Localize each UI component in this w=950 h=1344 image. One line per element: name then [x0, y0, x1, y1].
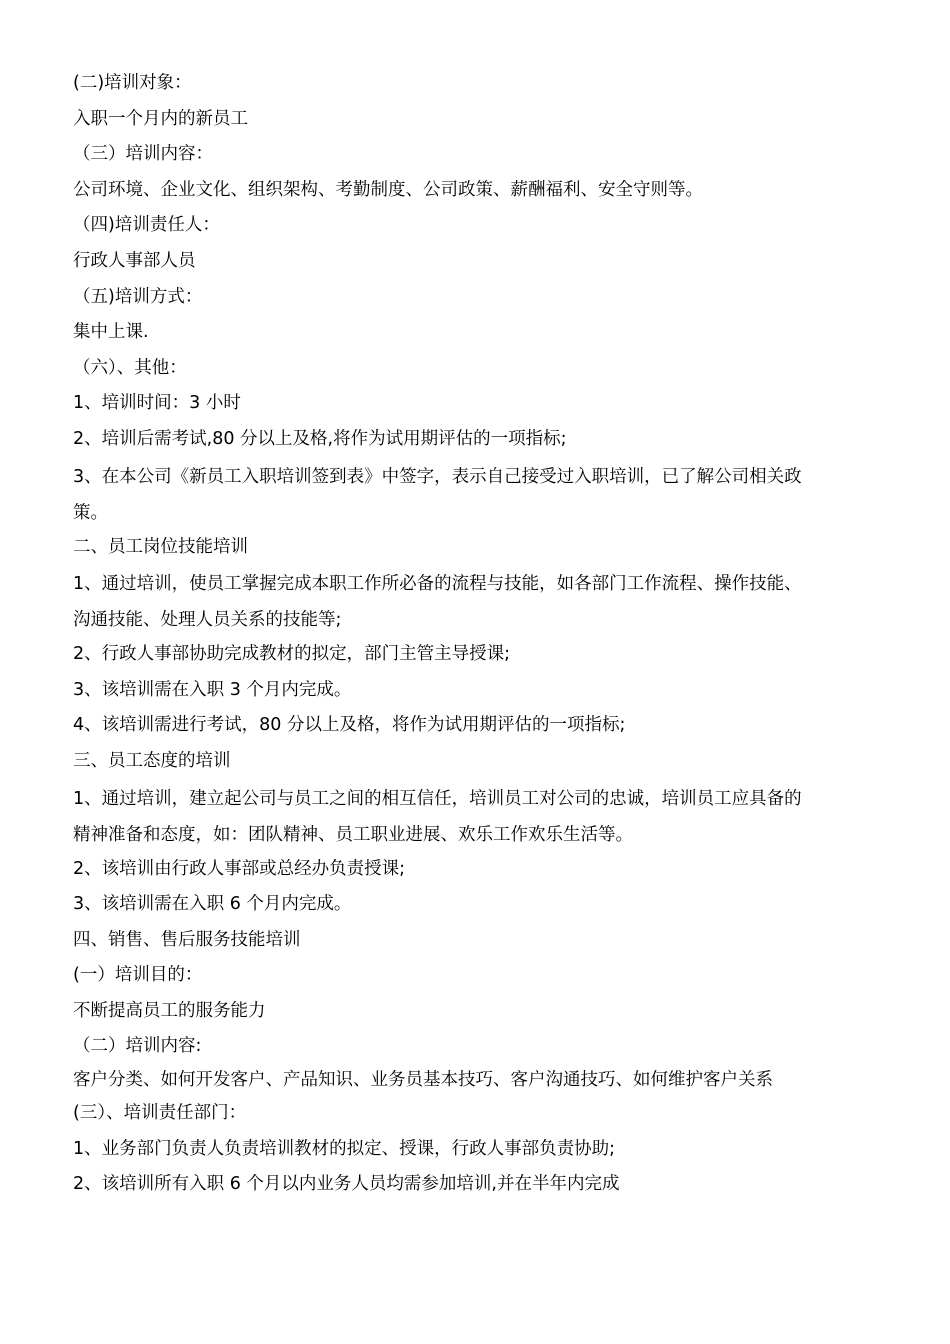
paragraph: 行政人事部人员: [73, 250, 196, 271]
list-item: 4、该培训需进行考试，80 分以上及格，将作为试用期评估的一项指标;: [73, 715, 626, 736]
paragraph: 入职一个月内的新员工: [73, 108, 248, 129]
heading-training-method: （五)培训方式：: [73, 286, 203, 307]
section-heading-sales-service: 四、销售、售后服务技能培训: [73, 929, 301, 950]
list-item: 3、在本公司《新员工入职培训签到表》中签字，表示自己接受过入职培训，已了解公司相关政: [73, 466, 802, 487]
section-heading-attitude: 三、员工态度的培训: [73, 750, 231, 771]
heading-training-content: （三）培训内容：: [73, 144, 213, 165]
list-item: 2、该培训所有入职 6 个月以内业务人员均需参加培训,并在半年内完成: [73, 1174, 620, 1195]
heading-other: （六）、其他：: [73, 357, 187, 378]
list-item-continuation: 策。: [73, 502, 108, 523]
heading-training-responsible: （四)培训责任人：: [73, 215, 220, 236]
heading-training-content: （二）培训内容:: [73, 1036, 202, 1057]
list-item-continuation: 沟通技能、处理人员关系的技能等;: [73, 610, 342, 631]
heading-training-target: (二)培训对象：: [73, 73, 192, 93]
heading-training-department: (三）、培训责任部门：: [73, 1103, 247, 1124]
list-item-continuation: 精神准备和态度，如：团队精神、员工职业进展、欢乐工作欢乐生活等。: [73, 824, 633, 845]
paragraph: 客户分类、如何开发客户、产品知识、业务员基本技巧、客户沟通技巧、如何维护客户关系: [73, 1070, 773, 1091]
list-item: 1、业务部门负责人负责培训教材的拟定、授课，行政人事部负责协助;: [73, 1138, 616, 1159]
list-item: 3、该培训需在入职 3 个月内完成。: [73, 679, 352, 700]
list-item: 2、培训后需考试,80 分以上及格,将作为试用期评估的一项指标;: [73, 428, 567, 449]
paragraph: 集中上课.: [73, 322, 149, 343]
list-item: 1、培训时间：3 小时: [73, 393, 241, 414]
document-page: [73, 66, 883, 1203]
section-heading-job-skills: 二、员工岗位技能培训: [73, 536, 248, 557]
heading-training-purpose: (一）培训目的：: [73, 965, 203, 986]
paragraph: 不断提高员工的服务能力: [73, 1000, 266, 1021]
list-item: 1、通过培训，使员工掌握完成本职工作所必备的流程与技能，如各部门工作流程、操作技能、: [73, 574, 802, 595]
list-item: 1、通过培训，建立起公司与员工之间的相互信任，培训员工对公司的忠诚，培训员工应具备的: [73, 788, 802, 809]
list-item: 2、行政人事部协助完成教材的拟定，部门主管主导授课;: [73, 644, 511, 665]
list-item: 2、该培训由行政人事部或总经办负责授课;: [73, 858, 406, 879]
paragraph: 公司环境、企业文化、组织架构、考勤制度、公司政策、薪酬福利、安全守则等。: [73, 179, 703, 200]
list-item: 3、该培训需在入职 6 个月内完成。: [73, 894, 352, 915]
